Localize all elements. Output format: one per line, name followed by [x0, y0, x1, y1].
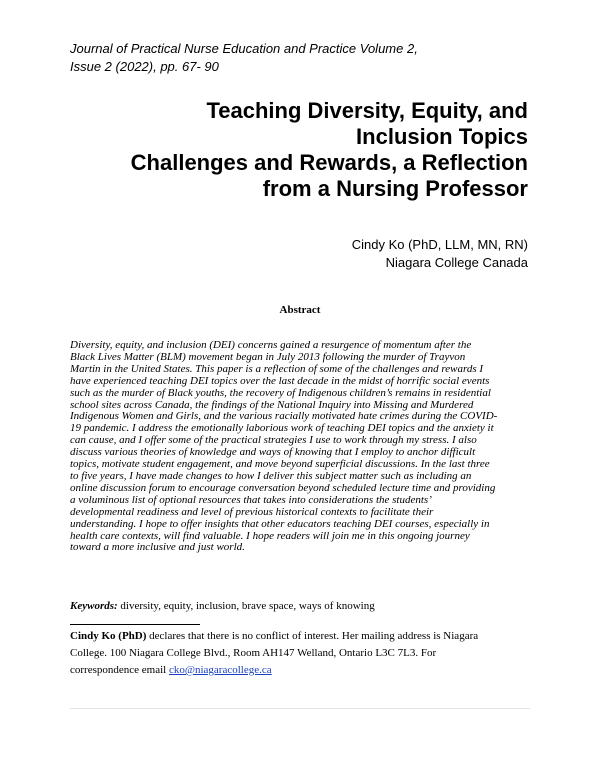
title-line: Teaching Diversity, Equity, and [206, 98, 528, 123]
journal-line-2: Issue 2 (2022), pp. 67- 90 [70, 59, 219, 74]
author-name: Cindy Ko (PhD, LLM, MN, RN) [351, 237, 528, 252]
abstract-heading: Abstract [279, 304, 321, 316]
abstract-line: Martin in the United States. This paper is a reflection of some of the challenges and rewards I [70, 362, 484, 375]
author-affiliation: Niagara College Canada [385, 255, 528, 270]
abstract-line: such as the murder of Black youths, the recovery of Indigenous children’s remains in residential [70, 386, 491, 399]
title-line: Challenges and Rewards, a Reflection [130, 150, 528, 175]
abstract-line: 19 pandemic. I address the emotionally laborious work of teaching DEI topics and the anxiety it [70, 422, 494, 435]
paper-title [48, 98, 528, 202]
keywords [70, 600, 540, 612]
abstract-line: can cause, and I offer some of the practical strategies I use to work through my stress. I also [70, 434, 477, 447]
footnote-line-2: College. 100 Niagara College Blvd., Room AH147 Welland, Ontario L3C 7L3. For [70, 647, 437, 659]
footnote-line-1-text: declares that there is no conflict of interest. Her mailing address is Niagara [146, 630, 479, 642]
title-line: Inclusion Topics [356, 124, 528, 149]
abstract-line: health care contexts, will find valuable. I hope readers will join me in this ongoing journey [70, 529, 470, 542]
footnote-line-1 [70, 628, 540, 645]
abstract-line: developmental readiness and level of previous historical contexts to facilitate their [70, 505, 434, 518]
abstract-line: understanding. I hope to offer insights that other educators teaching DEI courses, especially in [70, 517, 490, 530]
abstract-line: have experienced teaching DEI topics over the last decade in the midst of horrific social events [70, 374, 490, 387]
keywords-text: diversity, equity, inclusion, brave space, ways of knowing [117, 600, 375, 612]
abstract-line: a voluminous list of optional resources that takes into considerations the students’ [70, 493, 432, 506]
abstract-body [70, 340, 532, 554]
abstract-line: to five years, I have made changes to how I deliver this subject matter such as including an [70, 469, 472, 482]
footnote-author-name: Cindy Ko (PhD) [70, 630, 147, 642]
page-bottom-divider [70, 708, 530, 709]
abstract-line: Diversity, equity, and inclusion (DEI) concerns gained a resurgence of momentum after the [70, 339, 472, 351]
title-line: from a Nursing Professor [262, 176, 528, 201]
abstract-line: topics, motivate student engagement, and move beyond superficial discussions. In the last three [70, 458, 490, 471]
keywords-label: Keywords: [70, 600, 118, 612]
abstract-line: online discussion forum to encourage conversation beyond scheduled lecture time and providing [70, 481, 496, 494]
journal-header [70, 40, 540, 76]
footnote [70, 628, 540, 679]
abstract-line: school sites across Canada, the findings of the National Inquiry into Missing and Murdered [70, 398, 474, 411]
author-block [228, 236, 528, 272]
email-link[interactable]: cko@niagaracollege.ca [168, 664, 272, 676]
abstract-line: toward a more inclusive and just world. [70, 541, 245, 554]
footnote-line-3 [70, 662, 540, 679]
abstract-line: discuss various theories of knowledge and ways of knowing that I employ to anchor difficult [70, 446, 476, 459]
abstract-line: Indigenous Women and Girls, and the various racially motivated hate crimes during the COVID- [70, 410, 498, 423]
footnote-divider [70, 624, 200, 625]
footnote-email-prefix: correspondence email [70, 664, 169, 676]
journal-line-1: Journal of Practical Nurse Education and Practice Volume 2, [70, 41, 418, 56]
abstract-line: Black Lives Matter (BLM) movement began in July 2013 following the murder of Trayvon [70, 350, 466, 363]
